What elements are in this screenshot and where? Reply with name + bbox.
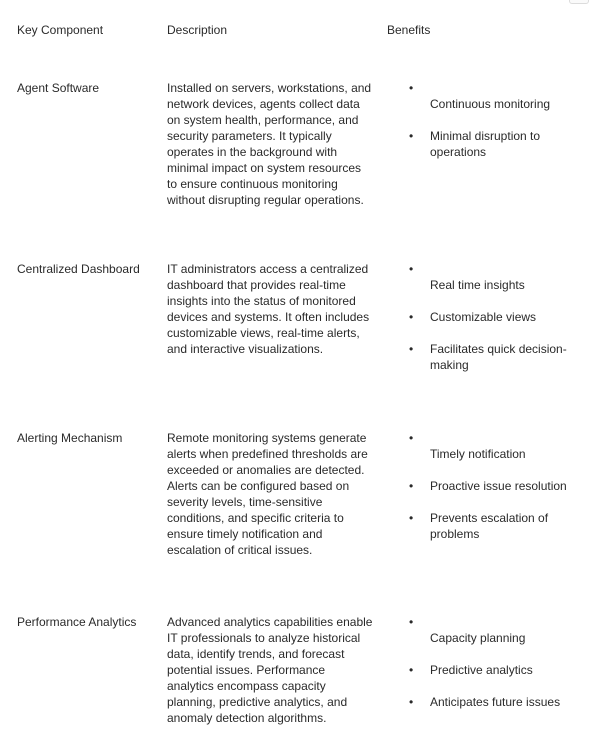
- list-item: [387, 128, 587, 160]
- corner-tab: [569, 0, 589, 4]
- table-row: [17, 261, 587, 389]
- benefits-cell: [387, 80, 587, 208]
- benefits-cell: [387, 614, 587, 726]
- bullet-icon: •: [409, 695, 414, 709]
- benefits-list: [387, 261, 587, 373]
- component-name: Centralized Dashboard: [17, 262, 140, 276]
- benefit-text: Prevents escalation of problems: [430, 511, 549, 541]
- benefits-list: [387, 80, 587, 160]
- header-description: Description: [167, 23, 228, 37]
- benefit-text: Proactive issue resolution: [430, 479, 567, 493]
- list-item: [387, 614, 587, 630]
- benefits-list: [387, 614, 587, 710]
- benefit-text: Timely notification: [430, 447, 526, 461]
- bullet-icon: •: [409, 615, 414, 629]
- table-row: [17, 80, 587, 208]
- benefits-cell: [387, 430, 587, 558]
- bullet-icon: •: [409, 342, 414, 356]
- list-item: [387, 430, 587, 446]
- bullet-icon: •: [409, 310, 414, 324]
- benefit-text: Real time insights: [430, 278, 525, 292]
- benefit-text: Customizable views: [430, 310, 537, 324]
- list-item: [387, 510, 587, 542]
- bullet-icon: •: [409, 663, 414, 677]
- list-item: [387, 341, 587, 373]
- bullet-icon: •: [409, 479, 414, 493]
- header-key-component: Key Component: [17, 23, 104, 37]
- component-description: Installed on servers, workstations, and network devices, agents collect data on system health, performance, and security parameters. It typically operates in the background with minimal impact on system resources to ensure continuous monitoring without disrupting regular operations.: [167, 81, 372, 207]
- list-item: [387, 662, 587, 678]
- bullet-icon: •: [409, 129, 414, 143]
- benefit-text: Minimal disruption to operations: [430, 129, 541, 159]
- benefit-text: Capacity planning: [430, 631, 526, 645]
- component-name: Performance Analytics: [17, 615, 137, 629]
- benefit-text: Facilitates quick decision-making: [430, 342, 567, 372]
- component-name: Alerting Mechanism: [17, 431, 123, 445]
- bullet-icon: •: [409, 262, 414, 276]
- benefit-text: Continuous monitoring: [430, 97, 551, 111]
- bullet-icon: •: [409, 431, 414, 445]
- benefits-cell: [387, 261, 587, 389]
- list-item: [387, 261, 587, 277]
- list-item: [387, 694, 587, 710]
- list-item: [387, 446, 587, 462]
- benefits-list: [387, 430, 587, 542]
- table-row: [17, 614, 587, 726]
- component-description: Remote monitoring systems generate alerts when predefined thresholds are exceeded or anomalies are detected. Alerts can be configured based on severity levels, time-sensitive conditions, and specific criteria to ensure timely notification and escalation of critical issues.: [167, 431, 368, 557]
- list-item: [387, 478, 587, 494]
- list-item: [387, 80, 587, 96]
- table-row: [17, 430, 587, 558]
- component-name: Agent Software: [17, 81, 100, 95]
- list-item: [387, 309, 587, 325]
- header-benefits: Benefits: [387, 23, 431, 37]
- list-item: [387, 277, 587, 293]
- benefit-text: Anticipates future issues: [430, 695, 561, 709]
- list-item: [387, 630, 587, 646]
- benefit-text: Predictive analytics: [430, 663, 533, 677]
- table-header: [17, 22, 587, 38]
- component-description: IT administrators access a centralized dashboard that provides real-time insights into the status of monitored devices and systems. It often includes customizable views, real-time alerts, and interactive visualizations.: [167, 262, 370, 356]
- list-item: [387, 96, 587, 112]
- bullet-icon: •: [409, 511, 414, 525]
- component-description: Advanced analytics capabilities enable IT professionals to analyze historical data, identify trends, and forecast potential issues. Performance analytics encompass capacity planning, predictive analytics, and anomaly detection algorithms.: [167, 615, 373, 725]
- bullet-icon: •: [409, 81, 414, 95]
